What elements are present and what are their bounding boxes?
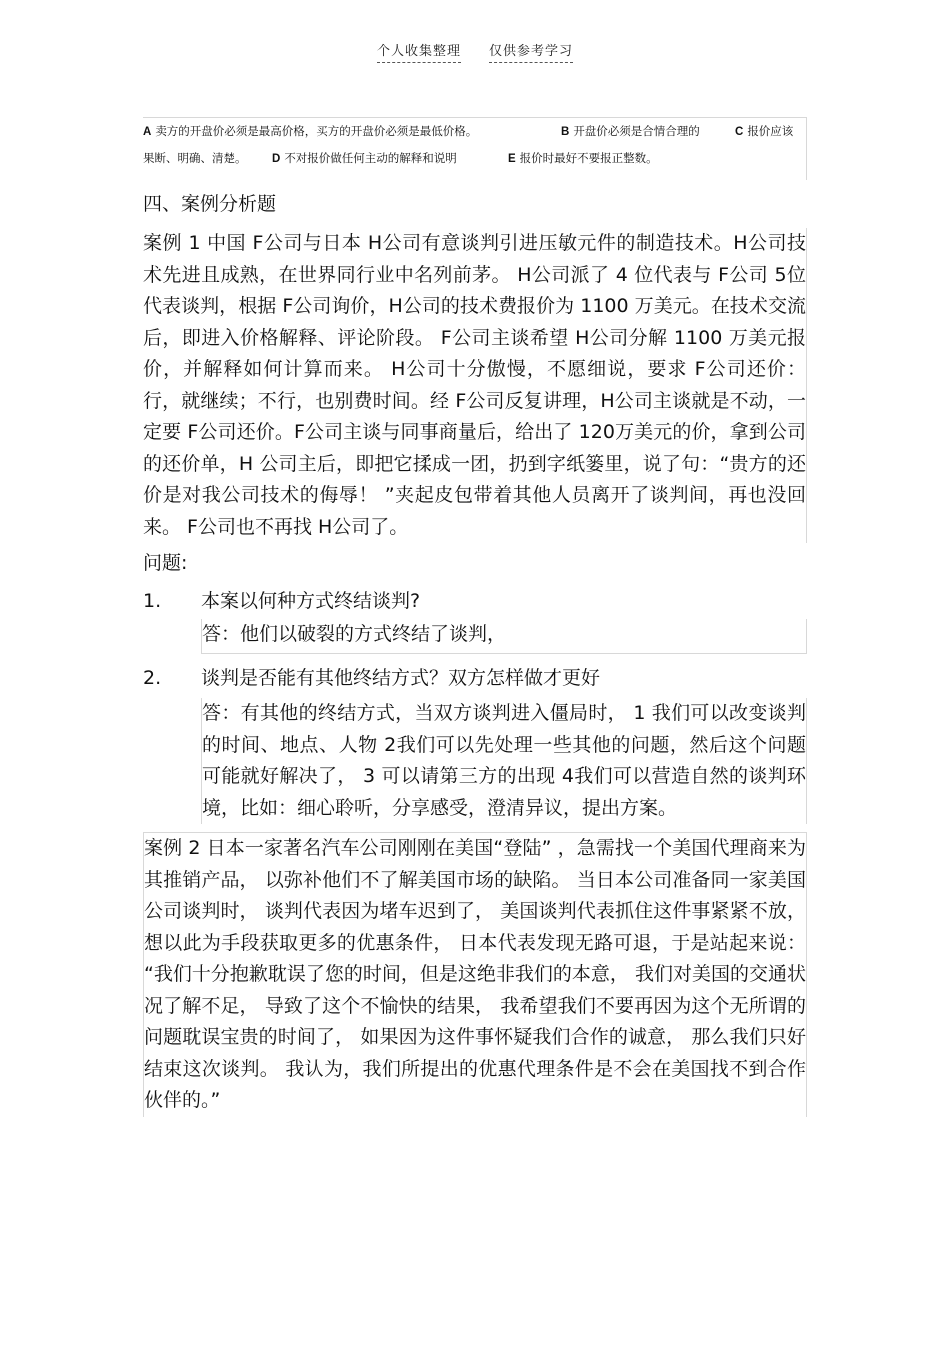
option-a-letter: A <box>143 126 152 138</box>
header-right-text: 仅供参考学习 <box>489 40 573 63</box>
question-2 <box>143 660 807 696</box>
divider <box>201 653 807 660</box>
option-b <box>561 118 700 146</box>
option-e <box>508 145 658 173</box>
answer-options <box>143 117 807 180</box>
option-c-text: 报价应该 <box>747 124 794 138</box>
option-a-text: 卖方的开盘价必须是最高价格，买方的开盘价必须是最低价格。 <box>155 124 478 138</box>
options-row-2 <box>143 145 806 172</box>
option-d-letter: D <box>272 153 281 165</box>
option-b-letter: B <box>561 126 570 138</box>
question-2-text: 谈判是否能有其他终结方式？双方怎样做才更好 <box>201 667 601 689</box>
question-2-number: 2. <box>143 667 162 689</box>
document-body <box>143 117 807 1117</box>
question-1-text: 本案以何种方式终结谈判? <box>201 590 421 612</box>
option-c-continued: 果断、明确、清楚。 <box>143 151 247 165</box>
option-e-text: 报价时最好不要报正整数。 <box>519 151 658 165</box>
option-e-letter: E <box>508 153 516 165</box>
header-left-text: 个人收集整理 <box>377 40 461 63</box>
section-heading: 四、案例分析题 <box>143 193 277 215</box>
questions-label: 问题: <box>143 552 188 574</box>
answer-1: 答：他们以破裂的方式终结了谈判， <box>201 619 807 653</box>
option-d <box>272 145 457 173</box>
option-c <box>735 118 793 146</box>
page-header <box>0 40 950 63</box>
option-b-text: 开盘价必须是合情合理的 <box>573 124 700 138</box>
question-1-number: 1. <box>143 590 162 612</box>
options-row-1 <box>143 118 806 145</box>
option-a <box>143 118 477 146</box>
option-c-letter: C <box>735 126 744 138</box>
case-2-paragraph: 案例 2 日本一家著名汽车公司刚刚在美国“登陆” ，急需找一个美国代理商来为其推销产品， 以弥补他们不了解美国市场的缺陷。 当日本公司准备同一家美国公司谈判时， 谈判代表因为堵车迟到了， 美国谈判代表抓住这件事紧紧不放， 想以此为手段获取更多的优惠条件， 日本代表发现无路可退，于是站起来说： “我们十分抱歉耽误了您的时间，但是这绝非我们的本意， 我们对美国的交通状况了解不足， 导致了这个不愉快的结果， 我希望我们不要再因为这个无所谓的问题耽误宝贵的时间了， 如果因为这件事怀疑我们合作的诚意， 那么我们只好结束这次谈判。 我认为，我们所提出的优惠代理条件是不会在美国找不到合作伙伴的。” <box>143 832 807 1117</box>
question-1 <box>143 583 807 619</box>
case-1-paragraph: 案例 1 中国 F公司与日本 H公司有意谈判引进压敏元件的制造技术。H公司技术先进且成熟，在世界同行业中名列前茅。 H公司派了 4 位代表与 F公司 5位代表谈判，根据 F公司询价，H公司的技术费报价为 1100 万美元。在技术交流后，即进入价格解释、评论阶段。 F公司主谈希望 H公司分解 1100 万美元报价，并解释如何计算而来。 H公司十分傲慢，不愿细说，要求 F公司还价：行，就继续；不行，也别费时间。经 F公司反复讲理，H公司主谈就是不动，一定要 F公司还价。F公司主谈与同事商量后，给出了 120万美元的价，拿到公司的还价单，H 公司主后，即把它揉成一团，扔到字纸篓里，说了句：“贵方的还价是对我公司技术的侮辱！ ”夹起皮包带着其他人员离开了谈判间，再也没回来。 F公司也不再找 H公司了。 <box>143 228 807 543</box>
option-d-text: 不对报价做任何主动的解释和说明 <box>284 151 457 165</box>
answer-2: 答：有其他的终结方式，当双方谈判进入僵局时， 1 我们可以改变谈判的时间、地点、人物 2我们可以先处理一些其他的问题，然后这个问题可能就好解决了， 3 可以请第三方的出现 4我们可以营造自然的谈判环境，比如：细心聆听，分享感受，澄清异议，提出方案。 <box>201 698 807 824</box>
